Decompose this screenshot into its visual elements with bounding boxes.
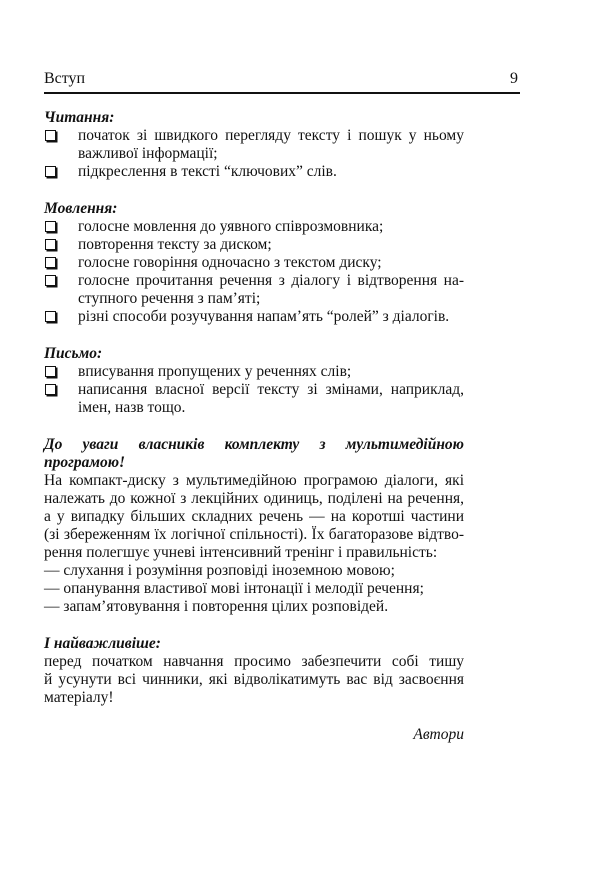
checkbox-bullet-icon bbox=[45, 130, 56, 141]
checkbox-bullet-icon bbox=[45, 239, 56, 250]
checkbox-bullet-icon bbox=[45, 221, 56, 232]
paragraph-line: (зі збереженням їх логічної спільності). Їх багаторазове відтво- bbox=[44, 526, 464, 543]
running-header bbox=[44, 68, 520, 94]
chapter-title: Вступ bbox=[44, 70, 86, 87]
list-item-line: написання власної версії тексту зі змінами, наприклад, bbox=[78, 381, 464, 398]
paragraph-line: рення полегшує учневі інтенсивний тренінг і правильність: bbox=[44, 544, 438, 561]
paragraph-line: а у випадку більших складних речень — на коротші частини bbox=[44, 508, 464, 525]
signature: Автори bbox=[413, 726, 464, 743]
list-item bbox=[44, 308, 464, 326]
paragraph-line: — запам’ятовування і повторення цілих розповідей. bbox=[44, 598, 389, 615]
speaking-heading: Мовлення: bbox=[44, 200, 118, 217]
list-item bbox=[44, 218, 464, 236]
list-item bbox=[44, 163, 464, 181]
notice-heading: До уваги власників комплекту з мультимедійною програмою! bbox=[44, 436, 464, 471]
paragraph-line: належать до кожної з лекційних одиниць, поділені на речення, bbox=[44, 490, 464, 507]
list-item-line: підкреслення в тексті “ключових” слів. bbox=[78, 163, 337, 180]
paragraph-line: й усунути всі чинники, які відволікатимуть вас від засвоєння bbox=[44, 671, 464, 688]
list-item bbox=[44, 272, 464, 308]
list-item-line: різні способи розучування напам’ять “ролей” з діалогів. bbox=[78, 308, 450, 325]
list-item-line: голосне говоріння одночасно з текстом диску; bbox=[78, 254, 382, 271]
reading-heading: Читання: bbox=[44, 109, 115, 126]
checkbox-bullet-icon bbox=[45, 275, 56, 286]
list-item-line: голосне прочитання речення з діалогу і відтворення на- bbox=[78, 272, 464, 289]
paragraph-line: — слухання і розуміння розповіді іноземною мовою; bbox=[44, 562, 395, 579]
list-item-line: голосне мовлення до уявного співрозмовника; bbox=[78, 218, 384, 235]
list-item bbox=[44, 381, 464, 417]
list-item bbox=[44, 236, 464, 254]
paragraph-line: матеріалу! bbox=[44, 689, 114, 706]
page-number: 9 bbox=[510, 70, 518, 87]
list-item-line: імен, назв тощо. bbox=[78, 399, 186, 416]
checkbox-bullet-icon bbox=[45, 166, 56, 177]
list-item-line: повторення тексту за диском; bbox=[78, 236, 272, 253]
list-item-line: початок зі швидкого перегляду тексту і пошук у ньому bbox=[78, 127, 464, 144]
paragraph-line: — опанування властивої мові інтонації і мелодії речення; bbox=[44, 580, 424, 597]
paragraph-line: На компакт-диску з мультимедійною програмою діалоги, які bbox=[44, 472, 464, 489]
list-item-line: вписування пропущених у реченнях слів; bbox=[78, 363, 352, 380]
important-heading: І найважливіше: bbox=[44, 635, 161, 652]
list-item bbox=[44, 127, 464, 163]
paragraph-line: перед початком навчання просимо забезпечити собі тишу bbox=[44, 653, 464, 670]
page-body bbox=[44, 109, 464, 744]
list-item-line: ступного речення з пам’яті; bbox=[78, 290, 261, 307]
list-item bbox=[44, 363, 464, 381]
list-item-line: важливої інформації; bbox=[78, 145, 218, 162]
list-item bbox=[44, 254, 464, 272]
writing-heading: Письмо: bbox=[44, 345, 103, 362]
checkbox-bullet-icon bbox=[45, 311, 56, 322]
checkbox-bullet-icon bbox=[45, 384, 56, 395]
checkbox-bullet-icon bbox=[45, 366, 56, 377]
checkbox-bullet-icon bbox=[45, 257, 56, 268]
